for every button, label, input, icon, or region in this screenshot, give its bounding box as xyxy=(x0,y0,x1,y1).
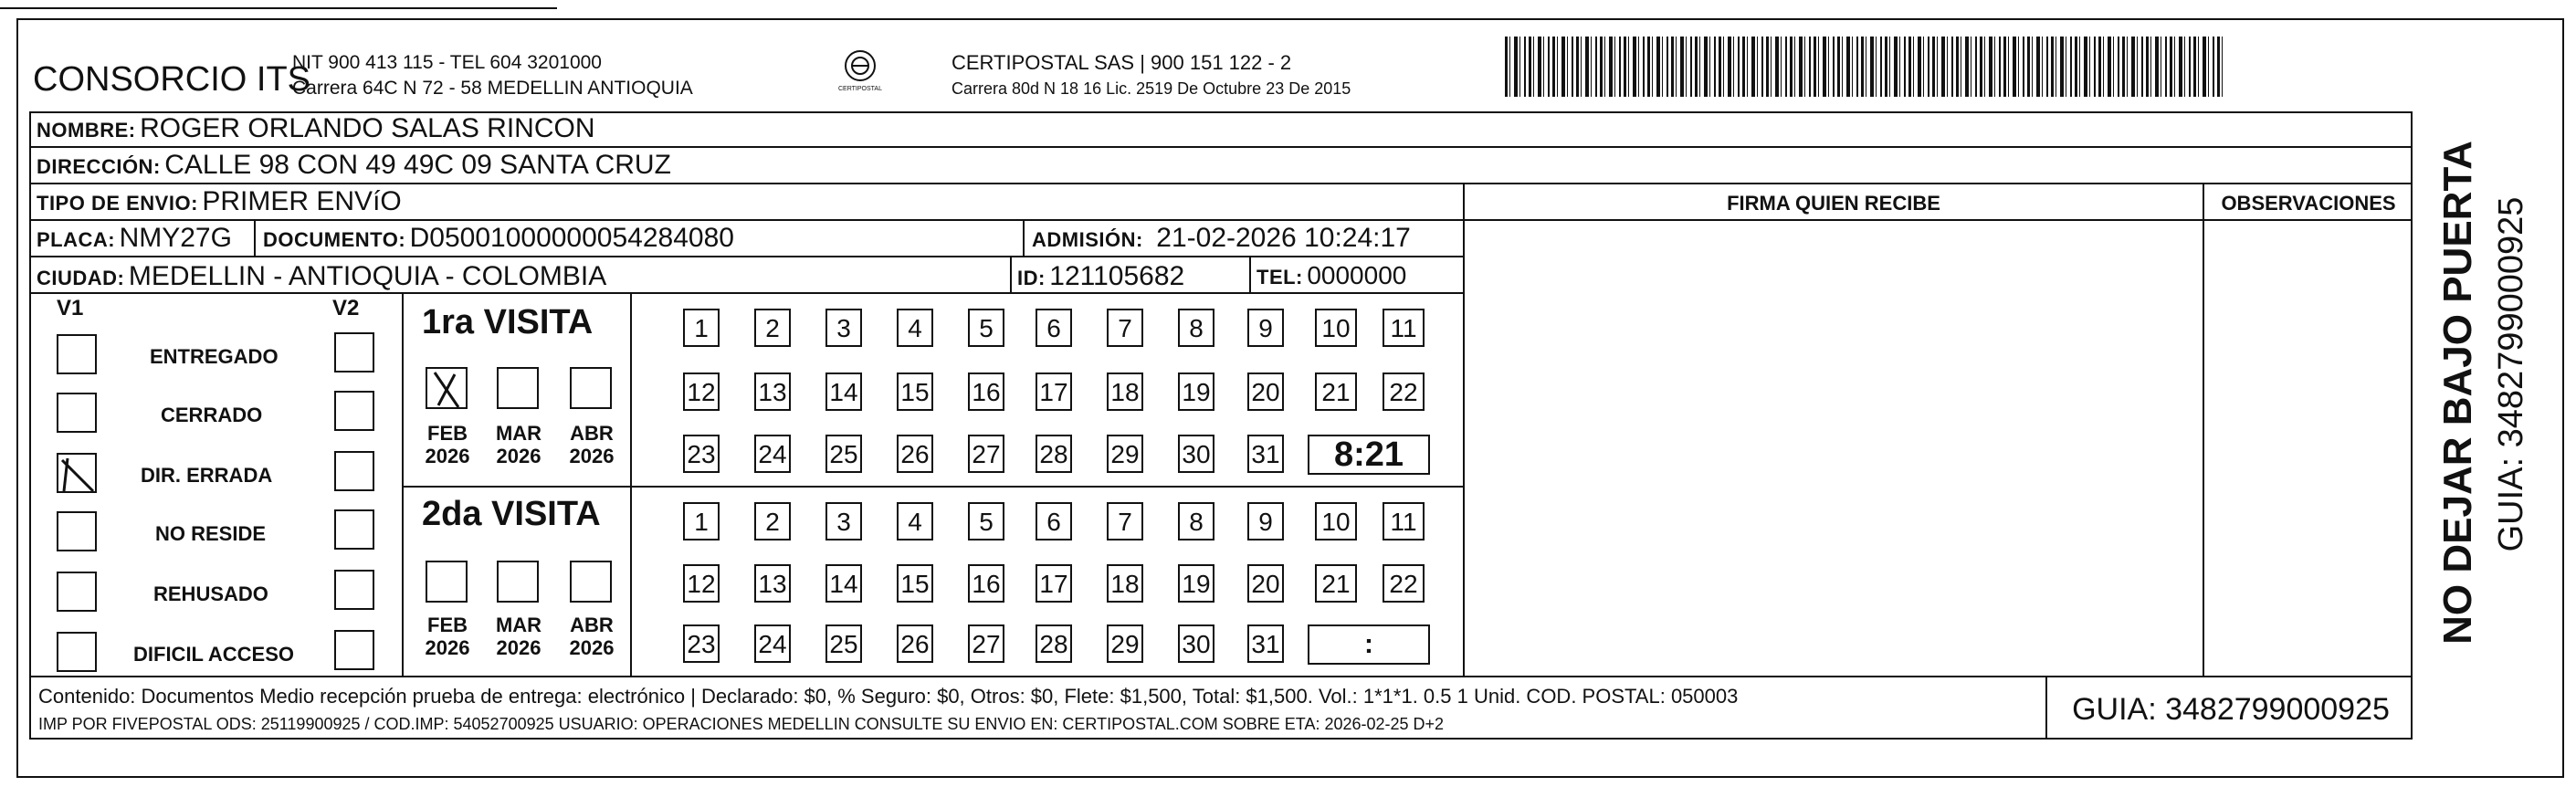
v2-checkbox[interactable] xyxy=(334,570,374,610)
cell-divider xyxy=(1249,256,1251,292)
day-box[interactable]: 3 xyxy=(825,309,862,347)
month-year: 2026 xyxy=(425,636,470,660)
day-box[interactable]: 1 xyxy=(683,502,720,540)
v1-checkbox[interactable] xyxy=(57,334,97,374)
check-mark-icon xyxy=(58,455,99,495)
cell-divider xyxy=(254,219,256,256)
admision-label: ADMISIÓN: xyxy=(1032,228,1143,251)
day-box[interactable]: 30 xyxy=(1178,435,1214,473)
day-box[interactable]: 14 xyxy=(825,373,862,411)
month-name: MAR xyxy=(495,422,542,445)
status-reason-label: ENTREGADO xyxy=(150,345,279,368)
documento-label: DOCUMENTO: xyxy=(263,228,406,251)
visit-time-box[interactable]: : xyxy=(1308,624,1430,665)
firma-header: FIRMA QUIEN RECIBE xyxy=(1727,192,1940,215)
day-box[interactable]: 27 xyxy=(968,435,1004,473)
day-box[interactable]: 24 xyxy=(754,624,791,663)
day-box[interactable]: 16 xyxy=(968,373,1004,411)
day-box[interactable]: 18 xyxy=(1107,373,1143,411)
day-box[interactable]: 2 xyxy=(754,502,791,540)
placa-label: PLACA: xyxy=(37,228,116,251)
day-box[interactable]: 30 xyxy=(1178,624,1214,663)
day-box[interactable]: 12 xyxy=(683,564,720,603)
visit-month-checkbox[interactable] xyxy=(497,561,539,603)
day-box[interactable]: 6 xyxy=(1036,502,1072,540)
visits-rule xyxy=(402,486,1465,488)
tel-value: 0000000 xyxy=(1307,261,1407,289)
cell-divider xyxy=(1023,219,1025,256)
day-box[interactable]: 27 xyxy=(968,624,1004,663)
status-reason-label: DIFICIL ACCESO xyxy=(133,643,295,666)
month-year: 2026 xyxy=(569,636,615,660)
v1-checkbox[interactable] xyxy=(57,393,97,433)
tipo-value: PRIMER ENVíO xyxy=(202,186,402,216)
status-reason-label: DIR. ERRADA xyxy=(141,464,273,487)
day-box[interactable]: 14 xyxy=(825,564,862,603)
visit-month-label xyxy=(493,614,544,660)
day-box[interactable]: 2 xyxy=(754,309,791,347)
day-box[interactable]: 25 xyxy=(825,624,862,663)
visit-month-label xyxy=(422,614,473,660)
footer-print-info: IMP POR FIVEPOSTAL ODS: 25119900925 / COD.IMP: 54052700925 USUARIO: OPERACIONES MEDELLIN CONSULTE SU ENVIO EN: CERTIPOSTAL.COM SOBRE ETA: 2026-02-25 D+2 xyxy=(38,715,1445,733)
v2-checkbox[interactable] xyxy=(334,391,374,431)
company-name: CONSORCIO ITS xyxy=(33,60,311,99)
nombre-label: NOMBRE: xyxy=(37,119,136,142)
day-box[interactable]: 9 xyxy=(1247,502,1284,540)
month-year: 2026 xyxy=(496,636,541,660)
day-box[interactable]: 24 xyxy=(754,435,791,473)
day-box[interactable]: 20 xyxy=(1247,373,1284,411)
status-reason-label: NO RESIDE xyxy=(155,522,267,545)
day-box[interactable]: 26 xyxy=(897,435,933,473)
footer-guia: GUIA: 3482799000925 xyxy=(2072,692,2390,727)
side-guia: GUIA: 3482799000925 xyxy=(2492,196,2530,552)
day-box[interactable]: 23 xyxy=(683,624,720,663)
day-box[interactable]: 25 xyxy=(825,435,862,473)
row-rule xyxy=(29,146,2413,148)
day-box[interactable]: 11 xyxy=(1383,502,1425,540)
footer-rule xyxy=(29,676,2413,677)
day-box[interactable]: 15 xyxy=(897,373,933,411)
visit-month-checkbox[interactable] xyxy=(570,561,612,603)
v1-label: V1 xyxy=(57,296,84,320)
status-divider xyxy=(402,292,404,676)
v2-checkbox[interactable] xyxy=(334,630,374,670)
v2-label: V2 xyxy=(332,296,360,320)
second-visit-title: 2da VISITA xyxy=(422,495,601,533)
month-name: ABR xyxy=(570,422,614,445)
id-value: 121105682 xyxy=(1049,261,1185,291)
day-box[interactable]: 18 xyxy=(1107,564,1143,603)
visit-time-box[interactable]: 8:21 xyxy=(1308,435,1430,475)
ciudad-value: MEDELLIN - ANTIOQUIA - COLOMBIA xyxy=(128,261,607,291)
check-mark-icon xyxy=(427,369,469,411)
documento-cell xyxy=(263,225,734,252)
day-box[interactable]: 7 xyxy=(1107,502,1143,540)
v2-checkbox[interactable] xyxy=(334,451,374,491)
visit-month-label xyxy=(566,614,617,660)
day-box[interactable]: 22 xyxy=(1383,373,1425,411)
carrier-name: CERTIPOSTAL SAS | 900 151 122 - 2 xyxy=(952,51,1292,74)
day-box[interactable]: 9 xyxy=(1247,309,1284,347)
month-name: FEB xyxy=(427,614,468,636)
v1-checkbox[interactable] xyxy=(57,632,97,672)
month-name: MAR xyxy=(495,614,542,636)
documento-value: D05001000000054284080 xyxy=(409,223,734,253)
top-rule xyxy=(0,7,557,9)
nombre-row xyxy=(37,115,595,142)
day-box[interactable]: 13 xyxy=(754,564,791,603)
day-box[interactable]: 10 xyxy=(1315,502,1357,540)
day-box[interactable]: 6 xyxy=(1036,309,1072,347)
status-reason-label: REHUSADO xyxy=(153,582,268,605)
day-box[interactable]: 29 xyxy=(1107,624,1143,663)
visit-month-label xyxy=(422,422,473,468)
day-box[interactable]: 29 xyxy=(1107,435,1143,473)
day-box[interactable]: 19 xyxy=(1178,373,1214,411)
admision-value: 21-02-2026 10:24:17 xyxy=(1156,223,1411,253)
day-box[interactable]: 21 xyxy=(1315,564,1357,603)
footer-divider xyxy=(2045,676,2047,740)
day-box[interactable]: 4 xyxy=(897,502,933,540)
month-name: ABR xyxy=(570,614,614,636)
day-box[interactable]: 5 xyxy=(968,502,1004,540)
visit-month-label xyxy=(566,422,617,468)
day-box[interactable]: 17 xyxy=(1036,373,1072,411)
month-year: 2026 xyxy=(569,445,615,468)
visit-month-label xyxy=(493,422,544,468)
day-box[interactable]: 26 xyxy=(897,624,933,663)
day-box[interactable]: 21 xyxy=(1315,373,1357,411)
placa-value: NMY27G xyxy=(119,223,232,253)
month-year: 2026 xyxy=(425,445,470,468)
row-rule xyxy=(29,219,2413,221)
day-box[interactable]: 31 xyxy=(1247,624,1284,663)
ciudad-cell xyxy=(37,263,606,290)
day-box[interactable]: 8 xyxy=(1178,309,1214,347)
day-box[interactable]: 17 xyxy=(1036,564,1072,603)
month-year: 2026 xyxy=(496,445,541,468)
day-box[interactable]: 31 xyxy=(1247,435,1284,473)
row-rule xyxy=(29,183,2413,184)
nombre-value: ROGER ORLANDO SALAS RINCON xyxy=(140,113,595,143)
id-label: ID: xyxy=(1017,267,1046,289)
visit-month-checkbox[interactable] xyxy=(497,367,539,409)
day-box[interactable]: 12 xyxy=(683,373,720,411)
month-name: FEB xyxy=(427,422,468,445)
day-box[interactable]: 28 xyxy=(1036,435,1072,473)
ciudad-label: CIUDAD: xyxy=(37,267,125,289)
visit-month-checkbox[interactable] xyxy=(426,367,468,409)
tipo-label: TIPO DE ENVIO: xyxy=(37,192,198,215)
day-box[interactable]: 8 xyxy=(1178,502,1214,540)
day-box[interactable]: 15 xyxy=(897,564,933,603)
day-box[interactable]: 19 xyxy=(1178,564,1214,603)
tel-cell xyxy=(1256,263,1406,289)
direccion-label: DIRECCIÓN: xyxy=(37,155,161,178)
day-box[interactable]: 4 xyxy=(897,309,933,347)
day-box[interactable]: 5 xyxy=(968,309,1004,347)
id-cell xyxy=(1017,263,1184,290)
visits-divider xyxy=(630,292,632,676)
v2-checkbox[interactable] xyxy=(334,332,374,373)
day-box[interactable]: 16 xyxy=(968,564,1004,603)
footer-contents: Contenido: Documentos Medio recepción prueba de entrega: electrónico | Declarado: $0, % Seguro: $0, Otros: $0, Flete: $1,500, Total: $1,500. Vol.: 1*1*1. 0.5 1 Unid. COD. POSTAL: 050003 xyxy=(38,685,1739,708)
company-address: Carrera 64C N 72 - 58 MEDELLIN ANTIOQUIA xyxy=(292,78,693,99)
logo-caption: CERTIPOSTAL xyxy=(838,86,882,92)
first-visit-title: 1ra VISITA xyxy=(422,303,594,341)
cell-divider xyxy=(1010,256,1012,292)
row-rule xyxy=(29,292,1465,294)
status-reason-label: CERRADO xyxy=(161,404,263,426)
day-box[interactable]: 11 xyxy=(1383,309,1425,347)
column-divider xyxy=(2203,183,2204,676)
v1-checkbox[interactable] xyxy=(57,511,97,551)
v2-checkbox[interactable] xyxy=(334,509,374,550)
v1-checkbox[interactable] xyxy=(57,453,97,493)
tipo-row xyxy=(37,188,402,215)
certipostal-logo xyxy=(833,47,888,99)
day-box[interactable]: 13 xyxy=(754,373,791,411)
visit-month-checkbox[interactable] xyxy=(570,367,612,409)
admision-cell xyxy=(1032,225,1411,252)
barcode xyxy=(1505,37,2226,97)
no-dejar-bajo-puerta: NO DEJAR BAJO PUERTA xyxy=(2435,141,2480,645)
day-box[interactable]: 10 xyxy=(1315,309,1357,347)
visit-month-checkbox[interactable] xyxy=(426,561,468,603)
company-nit-tel: NIT 900 413 115 - TEL 604 3201000 xyxy=(292,52,602,73)
observaciones-header: OBSERVACIONES xyxy=(2221,192,2396,215)
placa-cell xyxy=(37,225,232,252)
day-box[interactable]: 23 xyxy=(683,435,720,473)
day-box[interactable]: 22 xyxy=(1383,564,1425,603)
v1-checkbox[interactable] xyxy=(57,572,97,612)
carrier-address: Carrera 80d N 18 16 Lic. 2519 De Octubre 23 De 2015 xyxy=(952,79,1351,98)
tel-label: TEL: xyxy=(1256,266,1303,289)
day-box[interactable]: 3 xyxy=(825,502,862,540)
direccion-row xyxy=(37,152,671,179)
day-box[interactable]: 7 xyxy=(1107,309,1143,347)
day-box[interactable]: 20 xyxy=(1247,564,1284,603)
day-box[interactable]: 28 xyxy=(1036,624,1072,663)
direccion-value: CALLE 98 CON 49 49C 09 SANTA CRUZ xyxy=(164,150,671,180)
day-box[interactable]: 1 xyxy=(683,309,720,347)
